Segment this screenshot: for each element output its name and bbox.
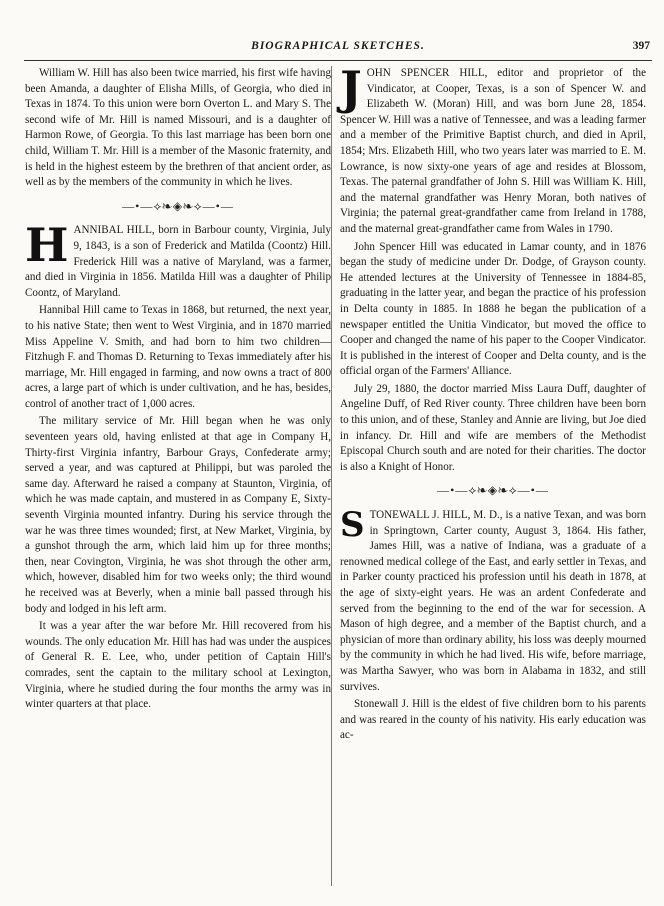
header-title: BIOGRAPHICAL SKETCHES. — [251, 40, 425, 52]
section-ornament: —•—⟡❧◈❧⟡—•— — [122, 198, 234, 213]
page-number: 397 — [632, 40, 650, 52]
paragraph-hannibal-education: It was a year after the war before Mr. Hill recovered from his wounds. The only education Mr. Hill has had was under the auspices of General R. E. Lee, who, under petition of Captain Hill's comrades, sent the captain to the military school at Lexington, Virginia, where he studied during the four months the army was in winter quarters at that place. — [25, 620, 331, 711]
drop-cap-s: S — [340, 505, 365, 546]
paragraph-john-education: John Spencer Hill was educated in Lamar county, and in 1876 began the study of medicine under Dr. Dodge, of Grayson county. He attended lectures at the University of Tennessee in 1884-85, graduating in the latter year, and began the practice of his profession in Delta county in 1885. In 1888 he began the publication of a newspaper entitled the Unitia Vindicator, but moved the office to Cooper and changed the name of his paper to the Cooper Vindicator. It is published in the interest of Cooper and Delta county, and is the official organ of the Farmers' Alliance. — [340, 240, 646, 378]
stonewall-intro-text: TONEWALL J. HILL, M. D., is a native Texan, and was born in Springtown, Carter county, August 3, 1864. His father, James Hill, was a native of Indiana, was a graduate of a renowned medical college of the East, and early settler in Texas, and in Parker county practiced his profession until his death in 1878, at the age of sixty-eight years. He was an ardent Confederate and served from the beginning to the end of the war for secession. A Mason of high degree, and a member of the Baptist church, and a physician of more than ordinary ability, his loss was deeply mourned by the community in which he had lived. His wife, before marriage, was Martha Sawyer, who was born in Alabama in 1832, and still survives. — [340, 509, 646, 693]
paragraph-william-hill: William W. Hill has also been twice married, his first wife having been Amanda, a daughter of Elisha Mills, of Georgia, who died in Texas in 1874. To this union were born Overton L. and Mary S. The second wife of Mr. Hill is named Missouri, and is a daughter of Harmon Rowe, of Georgia. To this last marriage has been born one child, William T. Mr. Hill is a member of the Masonic fraternity, and is held in the highest esteem by the brethren of that ancient order, as well as by the members of the community in which he lives. — [25, 67, 331, 189]
right-column — [340, 61, 646, 746]
column-divider — [331, 66, 332, 886]
paragraph-stonewall-children: Stonewall J. Hill is the eldest of five children born to his parents and was reared in the county of his nativity. His early education was ac- — [340, 698, 646, 742]
paragraph-hannibal-intro — [25, 218, 331, 301]
section-ornament: —•—⟡❧◈❧⟡—•— — [437, 483, 549, 498]
paragraph-hannibal-texas: Hannibal Hill came to Texas in 1868, but returned, the next year, to his native State; then went to West Virginia, and in 1870 married Miss Appeline V. Smith, and had born to him two children—Fitzhugh F. and Thomas D. Returning to Texas immediately after his marriage, Mr. Hill engaged in farming, and now owns a tract of 800 acres, a large part of which is under cultivation, and he has, besides, control of another tract of 1,000 acres. — [25, 304, 331, 410]
paragraph-john-intro — [340, 61, 646, 238]
drop-cap-h: H — [25, 218, 69, 273]
hannibal-intro-text: ANNIBAL HILL, born in Barbour county, Virginia, July 9, 1843, is a son of Frederick and Matilda (Coontz) Hill. Frederick Hill was a native of Maryland, was a farmer, and died in Virginia in 1856. Matilda Hill was a daughter of Philip Coontz, of Maryland. — [25, 224, 331, 299]
john-intro-text: OHN SPENCER HILL, editor and proprietor of the Vindicator, at Cooper, Texas, is a son of Spencer W. and Elizabeth W. (Moran) Hill, and was born June 28, 1854. Spencer W. Hill was a native of Tennessee, and was a leading farmer and a member of the Primitive Baptist church, and died in April, 1854; Mrs. Elizabeth Hill, who two years later was married to E. M. Lowrance, is now sixty-one years of age and resides at Blossom, Texas. The paternal grandfather of John S. Hill was William K. Hill, and the maternal grandfather was Henry Moran, both natives of Virginia; the paternal great-grandfather came from Ireland in 1788, and the maternal great-grandfather came from Wales in 1790. — [340, 67, 646, 235]
paragraph-stonewall-intro — [340, 505, 646, 695]
paragraph-john-marriage: July 29, 1880, the doctor married Miss Laura Duff, daughter of Angeline Duff, of Red River county. Three children have been born to this union, and of these, Stanley and Annie are living, but Joe died in infancy. Dr. Hill and wife are members of the Methodist Episcopal Church south and are noted for their charities. The doctor is also a Knight of Honor. — [340, 382, 646, 473]
paragraph-hannibal-military: The military service of Mr. Hill began when he was only seventeen years old, having enlisted at that age in Company H, Thirty-first Virginia infantry, Barbour Grays, Confederate army; served a year, and was captured at Philippi, but was paroled the same day. Afterward he raised a company at Staunton, Virginia, of which he was made captain, and mustered in as Company E, Sixty-seventh Virginia mounted infantry. During his service through the war he was three times wounded; first, at New Market, Virginia, by a gunshot through the arm, which laid him up for three months; then, near Covington, Virginia, he was shot through the other arm, which, however, disabled him for two weeks only; the third wound he received was at Beverly, when a minie ball passed through his body and lodged in his left arm. — [25, 415, 331, 615]
running-header — [24, 40, 652, 61]
drop-cap-j: J — [340, 61, 362, 115]
left-column — [25, 66, 331, 715]
